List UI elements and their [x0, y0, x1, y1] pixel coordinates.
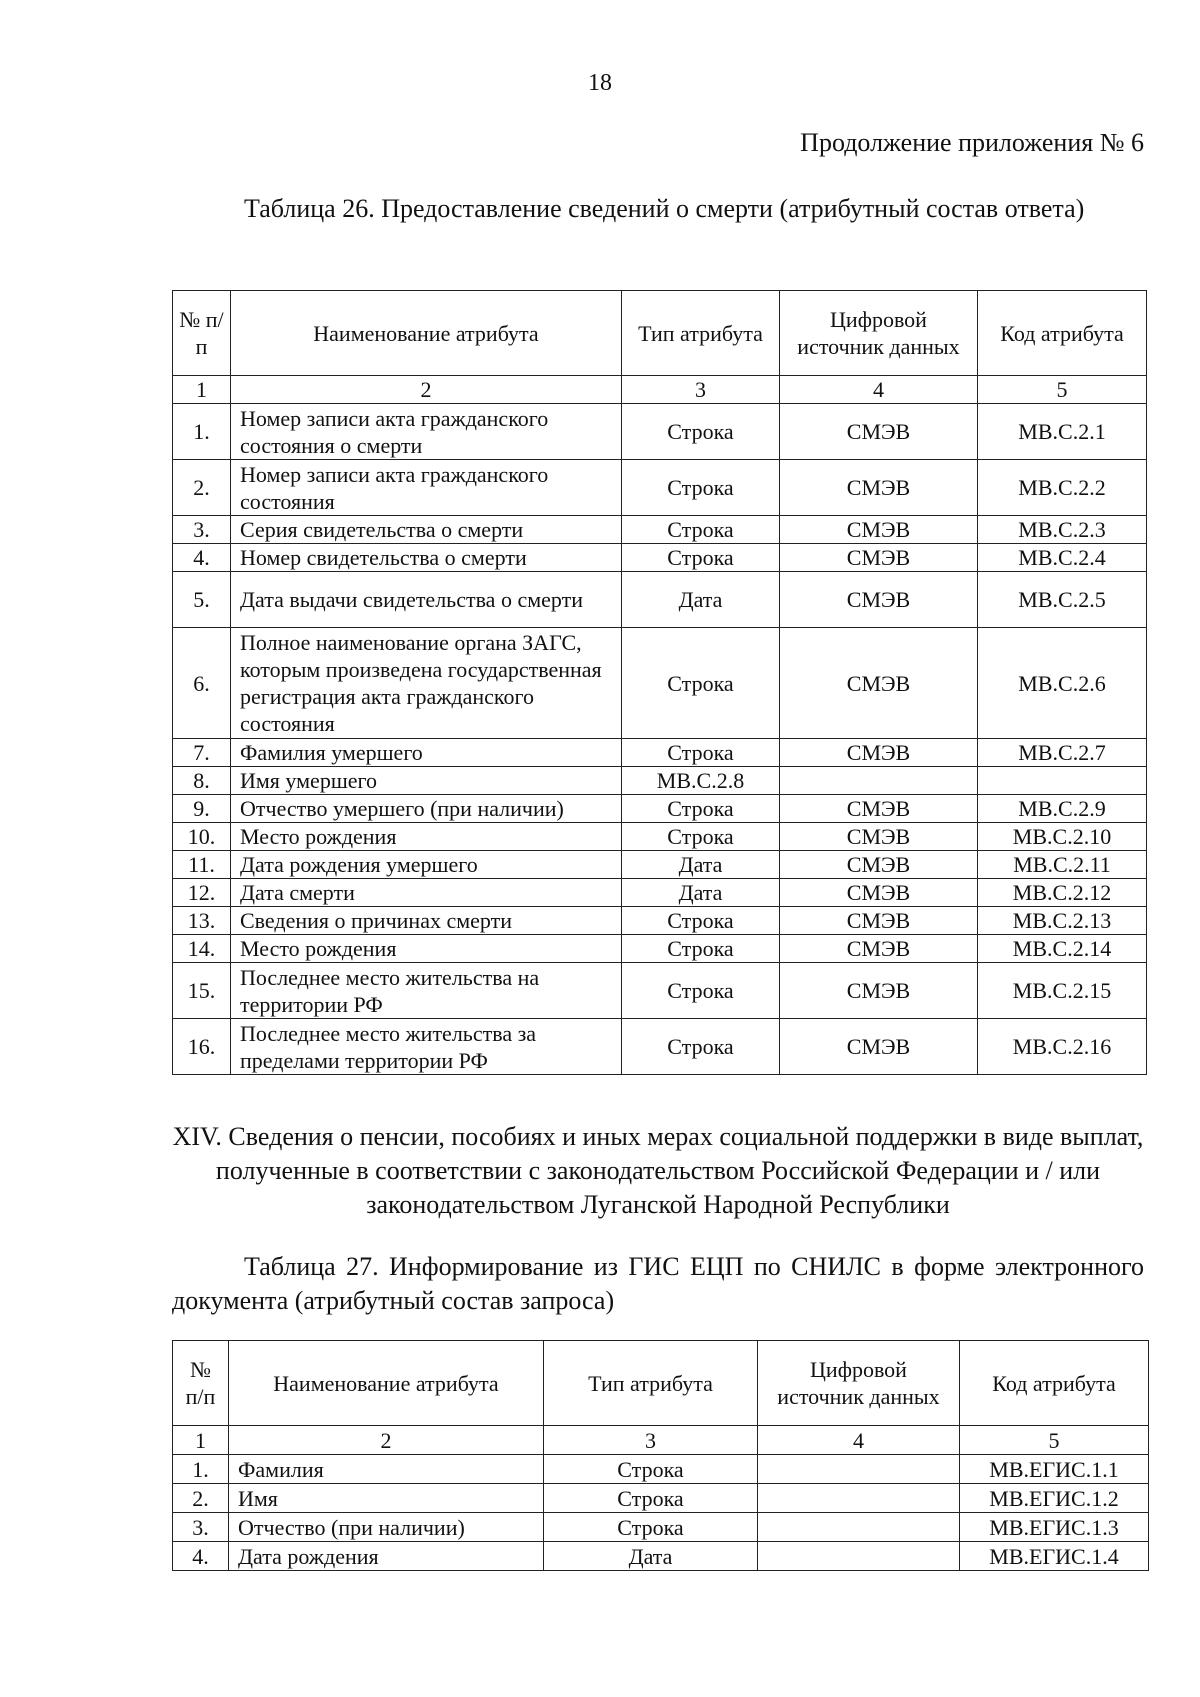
cell-code: [978, 767, 1147, 795]
cell-name: Дата смерти: [231, 879, 622, 907]
table-row: [173, 767, 1147, 795]
cell-name: Последнее место жительства на территории РФ: [231, 963, 622, 1019]
cell-code: МВ.С.2.13: [978, 907, 1147, 935]
header-cell-name: Наименование атрибута: [231, 291, 622, 376]
cell-code: МВ.С.2.14: [978, 935, 1147, 963]
cell-code: МВ.С.2.9: [978, 795, 1147, 823]
cell-type: Строка: [544, 1513, 758, 1542]
cell-type: Дата: [622, 572, 780, 628]
cell-num: 3.: [173, 1513, 229, 1542]
table-row: [173, 907, 1147, 935]
cell-type: Дата: [622, 851, 780, 879]
cell-type: Строка: [622, 516, 780, 544]
table-26-caption-text: Таблица 26. Предоставление сведений о смерти (атрибутный состав ответа): [244, 194, 1085, 223]
cell-num: 8.: [173, 767, 231, 795]
header-cell-num: № п/п: [173, 291, 231, 376]
table-27: [172, 1340, 1149, 1571]
table-header-row: [173, 291, 1147, 376]
cell-num: 11.: [173, 851, 231, 879]
cell-name: Отчество (при наличии): [229, 1513, 544, 1542]
cell-type: Строка: [622, 935, 780, 963]
cell-code: МВ.ЕГИС.1.2: [960, 1484, 1149, 1513]
cell-code: МВ.ЕГИС.1.4: [960, 1542, 1149, 1571]
cell-code: МВ.С.2.10: [978, 823, 1147, 851]
cell-num: 1.: [173, 1455, 229, 1484]
cell-type: МВ.С.2.8: [622, 767, 780, 795]
header-cell-type: Тип атрибута: [622, 291, 780, 376]
cell-num: 7.: [173, 739, 231, 767]
cell-num: 12.: [173, 879, 231, 907]
table-row: [173, 879, 1147, 907]
cell-code: МВ.С.2.2: [978, 460, 1147, 516]
table-row: [173, 739, 1147, 767]
cell-num: 15.: [173, 963, 231, 1019]
cell-name: Имя: [229, 1484, 544, 1513]
cell-source: СМЭВ: [780, 935, 978, 963]
cell-code: МВ.С.2.11: [978, 851, 1147, 879]
column-number: 5: [960, 1426, 1149, 1455]
cell-name: Место рождения: [231, 935, 622, 963]
cell-source: СМЭВ: [780, 879, 978, 907]
column-number: 1: [173, 376, 231, 404]
cell-code: МВ.С.2.16: [978, 1019, 1147, 1075]
cell-code: МВ.С.2.7: [978, 739, 1147, 767]
table-26: [172, 290, 1147, 1075]
cell-name: Фамилия умершего: [231, 739, 622, 767]
cell-type: Дата: [544, 1542, 758, 1571]
table-27-caption: [172, 1250, 1144, 1318]
column-number: 4: [780, 376, 978, 404]
cell-source: [758, 1542, 960, 1571]
column-number: 5: [978, 376, 1147, 404]
cell-source: СМЭВ: [780, 963, 978, 1019]
table-row: [173, 935, 1147, 963]
cell-type: Строка: [622, 404, 780, 460]
cell-source: СМЭВ: [780, 739, 978, 767]
header-cell-name: Наименование атрибута: [229, 1341, 544, 1426]
cell-type: Строка: [544, 1455, 758, 1484]
table-header-row: [173, 1341, 1149, 1426]
cell-code: МВ.С.2.6: [978, 628, 1147, 739]
cell-name: Место рождения: [231, 823, 622, 851]
table-row: [173, 1484, 1149, 1513]
header-cell-source: Цифровой источник данных: [758, 1341, 960, 1426]
cell-type: Строка: [622, 823, 780, 851]
table-27-body: [173, 1455, 1149, 1571]
cell-source: [758, 1484, 960, 1513]
cell-type: Строка: [544, 1484, 758, 1513]
cell-code: МВ.С.2.15: [978, 963, 1147, 1019]
cell-code: МВ.С.2.4: [978, 544, 1147, 572]
cell-num: 2.: [173, 1484, 229, 1513]
cell-source: СМЭВ: [780, 1019, 978, 1075]
cell-source: [758, 1513, 960, 1542]
cell-code: МВ.С.2.1: [978, 404, 1147, 460]
table-26-caption: [172, 192, 1144, 226]
cell-num: 6.: [173, 628, 231, 739]
table-row: [173, 795, 1147, 823]
column-number: 2: [229, 1426, 544, 1455]
header-cell-num: № п/п: [173, 1341, 229, 1426]
cell-source: СМЭВ: [780, 460, 978, 516]
cell-code: МВ.ЕГИС.1.1: [960, 1455, 1149, 1484]
cell-source: СМЭВ: [780, 628, 978, 739]
table-row: [173, 1019, 1147, 1075]
table-row: [173, 404, 1147, 460]
table-row: [173, 572, 1147, 628]
header-cell-code: Код атрибута: [978, 291, 1147, 376]
cell-num: 4.: [173, 1542, 229, 1571]
cell-source: [780, 767, 978, 795]
table-row: [173, 851, 1147, 879]
table-row: [173, 516, 1147, 544]
header-cell-code: Код атрибута: [960, 1341, 1149, 1426]
cell-source: СМЭВ: [780, 795, 978, 823]
cell-source: СМЭВ: [780, 404, 978, 460]
cell-name: Номер записи акта гражданского состояния о смерти: [231, 404, 622, 460]
cell-name: Полное наименование органа ЗАГС, которым произведена государственная регистрация акта гражданского состояния: [231, 628, 622, 739]
cell-name: Дата рождения умершего: [231, 851, 622, 879]
cell-num: 4.: [173, 544, 231, 572]
column-number: 3: [544, 1426, 758, 1455]
column-number-row: [173, 1426, 1149, 1455]
cell-name: Дата рождения: [229, 1542, 544, 1571]
cell-name: Номер записи акта гражданского состояния: [231, 460, 622, 516]
column-number-row: [173, 376, 1147, 404]
cell-code: МВ.ЕГИС.1.3: [960, 1513, 1149, 1542]
cell-type: Строка: [622, 628, 780, 739]
cell-num: 16.: [173, 1019, 231, 1075]
header-cell-source: Цифровой источник данных: [780, 291, 978, 376]
cell-type: Строка: [622, 907, 780, 935]
cell-name: Серия свидетельства о смерти: [231, 516, 622, 544]
page-number: 18: [588, 70, 612, 96]
column-number: 2: [231, 376, 622, 404]
cell-num: 2.: [173, 460, 231, 516]
table-row: [173, 544, 1147, 572]
column-number: 4: [758, 1426, 960, 1455]
table-row: [173, 1455, 1149, 1484]
cell-num: 1.: [173, 404, 231, 460]
cell-type: Строка: [622, 1019, 780, 1075]
cell-type: Строка: [622, 963, 780, 1019]
table-row: [173, 823, 1147, 851]
cell-name: Отчество умершего (при наличии): [231, 795, 622, 823]
cell-code: МВ.С.2.3: [978, 516, 1147, 544]
cell-name: Имя умершего: [231, 767, 622, 795]
cell-source: СМЭВ: [780, 516, 978, 544]
cell-num: 5.: [173, 572, 231, 628]
section-14-title: XIV. Сведения о пенсии, пособиях и иных мерах социальной поддержки в виде выплат, полученные в соответствии с законодательством Российской Федерации и / или законодательством Луганской Народной Республики: [172, 1122, 1144, 1219]
cell-name: Последнее место жительства за пределами территории РФ: [231, 1019, 622, 1075]
cell-source: СМЭВ: [780, 907, 978, 935]
cell-code: МВ.С.2.12: [978, 879, 1147, 907]
table-row: [173, 1513, 1149, 1542]
cell-source: СМЭВ: [780, 851, 978, 879]
cell-type: Строка: [622, 739, 780, 767]
cell-type: Строка: [622, 460, 780, 516]
cell-num: 3.: [173, 516, 231, 544]
cell-num: 9.: [173, 795, 231, 823]
cell-name: Сведения о причинах смерти: [231, 907, 622, 935]
cell-source: [758, 1455, 960, 1484]
cell-source: СМЭВ: [780, 544, 978, 572]
cell-num: 13.: [173, 907, 231, 935]
cell-num: 10.: [173, 823, 231, 851]
column-number: 3: [622, 376, 780, 404]
header-cell-type: Тип атрибута: [544, 1341, 758, 1426]
table-27-caption-text: Таблица 27. Информирование из ГИС ЕЦП по СНИЛС в форме электронного документа (атрибутный состав запроса): [172, 1252, 1144, 1315]
cell-source: СМЭВ: [780, 823, 978, 851]
cell-type: Строка: [622, 544, 780, 572]
cell-source: СМЭВ: [780, 572, 978, 628]
column-number: 1: [173, 1426, 229, 1455]
cell-name: Фамилия: [229, 1455, 544, 1484]
cell-name: Дата выдачи свидетельства о смерти: [231, 572, 622, 628]
table-row: [173, 628, 1147, 739]
table-row: [173, 1542, 1149, 1571]
cell-code: МВ.С.2.5: [978, 572, 1147, 628]
table-26-body: [173, 404, 1147, 1075]
table-row: [173, 963, 1147, 1019]
table-row: [173, 460, 1147, 516]
cell-name: Номер свидетельства о смерти: [231, 544, 622, 572]
cell-type: Дата: [622, 879, 780, 907]
appendix-note: Продолжение приложения № 6: [800, 128, 1144, 157]
cell-num: 14.: [173, 935, 231, 963]
cell-type: Строка: [622, 795, 780, 823]
